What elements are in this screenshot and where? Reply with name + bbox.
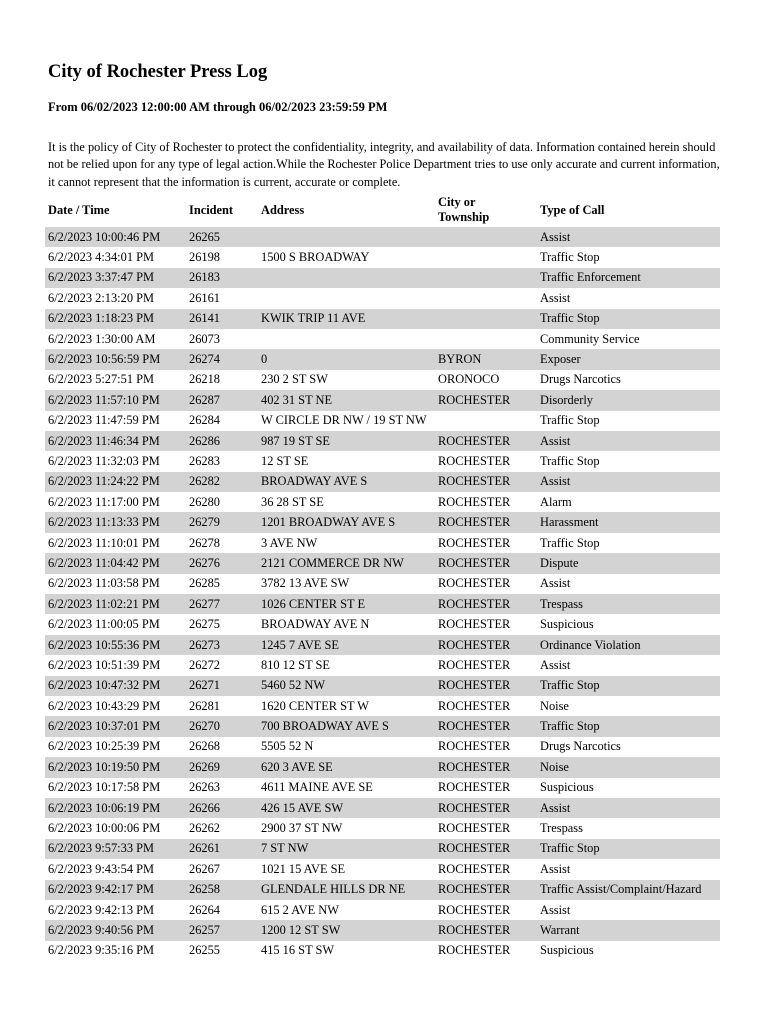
cell-address: 5460 52 NW — [258, 676, 435, 696]
table-row — [45, 920, 720, 940]
cell-address: 810 12 ST SE — [261, 657, 330, 672]
cell-city-township: ROCHESTER — [435, 512, 537, 532]
cell-date-time: 6/2/2023 11:46:34 PM — [45, 431, 186, 451]
cell-date-time: 6/2/2023 11:47:59 PM — [48, 413, 160, 428]
disclaimer-text: It is the policy of City of Rochester to protect the confidentiality, integrity, and availability of data. Information contained herein should not be relied upon for any type of legal action.While the Rochester Police Department tries to use only accurate and current information, it cannot represent that the information is current, accurate or complete. — [48, 140, 720, 189]
cell-city-township: ROCHESTER — [435, 431, 537, 451]
page-title: City of Rochester Press Log — [48, 62, 268, 82]
cell-address: KWIK TRIP 11 AVE — [258, 309, 435, 329]
cell-type-of-call: Traffic Stop — [537, 716, 720, 736]
cell-type-of-call: Assist — [537, 472, 720, 492]
cell-incident: 26264 — [189, 902, 220, 917]
cell-address: 5505 52 N — [261, 739, 314, 754]
table-row — [45, 778, 720, 798]
cell-type-of-call: Assist — [537, 227, 720, 247]
table-row — [45, 533, 720, 553]
cell-city-township: ROCHESTER — [438, 535, 511, 550]
press-log-table — [45, 193, 720, 961]
cell-address — [258, 329, 435, 349]
cell-type-of-call: Exposer — [537, 349, 720, 369]
table-row — [45, 839, 720, 859]
column-header-type-of-call: Type of Call — [540, 202, 605, 217]
cell-date-time: 6/2/2023 10:55:36 PM — [45, 635, 186, 655]
table-row — [45, 635, 720, 655]
cell-date-time: 6/2/2023 9:57:33 PM — [45, 839, 186, 859]
cell-city-township: ROCHESTER — [435, 390, 537, 410]
cell-type-of-call: Suspicious — [540, 943, 594, 958]
cell-city-township: ROCHESTER — [438, 453, 511, 468]
cell-address: 620 3 AVE SE — [258, 757, 435, 777]
table-row — [45, 492, 720, 512]
cell-incident: 26183 — [186, 268, 258, 288]
cell-type-of-call: Traffic Assist/Complaint/Hazard — [537, 880, 720, 900]
cell-city-township: ROCHESTER — [435, 716, 537, 736]
table-row — [45, 880, 720, 900]
cell-address: GLENDALE HILLS DR NE — [258, 880, 435, 900]
cell-address: 7 ST NW — [258, 839, 435, 859]
column-header-date-time: Date / Time — [48, 202, 110, 217]
cell-city-township — [435, 227, 537, 247]
table-row — [45, 390, 720, 410]
cell-type-of-call: Drugs Narcotics — [540, 372, 621, 387]
cell-type-of-call: Assist — [540, 576, 571, 591]
cell-address: 426 15 AVE SW — [258, 798, 435, 818]
table-row — [45, 370, 720, 390]
table-row — [45, 594, 720, 614]
table-row — [45, 676, 720, 696]
table-row — [45, 757, 720, 777]
cell-type-of-call: Assist — [540, 861, 571, 876]
cell-type-of-call: Alarm — [540, 494, 572, 509]
cell-address: 230 2 ST SW — [261, 372, 328, 387]
cell-city-township: ROCHESTER — [435, 757, 537, 777]
cell-type-of-call: Traffic Stop — [540, 413, 600, 428]
cell-address: 0 — [258, 349, 435, 369]
cell-city-township: ROCHESTER — [435, 635, 537, 655]
cell-city-township — [435, 309, 537, 329]
cell-incident: 26275 — [189, 617, 220, 632]
cell-address — [258, 227, 435, 247]
cell-incident: 26277 — [186, 594, 258, 614]
cell-date-time: 6/2/2023 11:57:10 PM — [45, 390, 186, 410]
table-row — [45, 411, 720, 431]
cell-incident: 26269 — [186, 757, 258, 777]
cell-city-township — [435, 247, 537, 267]
cell-address: 1201 BROADWAY AVE S — [258, 512, 435, 532]
table-row — [45, 349, 720, 369]
cell-incident: 26270 — [186, 716, 258, 736]
cell-date-time: 6/2/2023 9:40:56 PM — [45, 920, 186, 940]
table-row — [45, 553, 720, 573]
cell-date-time: 6/2/2023 11:32:03 PM — [48, 453, 160, 468]
table-header-row — [45, 193, 720, 227]
cell-address: 1026 CENTER ST E — [258, 594, 435, 614]
table-body — [45, 227, 720, 961]
cell-city-township: ROCHESTER — [438, 617, 511, 632]
cell-incident: 26073 — [189, 331, 220, 346]
cell-city-township: ROCHESTER — [435, 839, 537, 859]
cell-incident: 26261 — [186, 839, 258, 859]
cell-type-of-call: Suspicious — [540, 780, 594, 795]
cell-incident: 26258 — [186, 880, 258, 900]
cell-date-time: 6/2/2023 10:56:59 PM — [45, 349, 186, 369]
cell-date-time: 6/2/2023 10:43:29 PM — [48, 698, 161, 713]
cell-address: 700 BROADWAY AVE S — [258, 716, 435, 736]
table-row — [45, 818, 720, 838]
cell-incident: 26278 — [189, 535, 220, 550]
table-row — [45, 716, 720, 736]
cell-type-of-call: Ordinance Violation — [537, 635, 720, 655]
cell-city-township: ROCHESTER — [438, 821, 511, 836]
cell-incident: 26271 — [186, 676, 258, 696]
cell-address — [258, 268, 435, 288]
cell-incident: 26281 — [189, 698, 220, 713]
cell-type-of-call: Traffic Stop — [537, 839, 720, 859]
cell-date-time: 6/2/2023 10:19:50 PM — [45, 757, 186, 777]
table-row — [45, 614, 720, 634]
cell-incident: 26287 — [186, 390, 258, 410]
cell-address: 1021 15 AVE SE — [261, 861, 346, 876]
cell-city-township: BYRON — [435, 349, 537, 369]
cell-date-time: 6/2/2023 11:24:22 PM — [45, 472, 186, 492]
cell-date-time: 6/2/2023 10:00:46 PM — [45, 227, 186, 247]
cell-type-of-call: Assist — [540, 657, 571, 672]
cell-incident: 26266 — [186, 798, 258, 818]
cell-city-township: ROCHESTER — [438, 739, 511, 754]
cell-date-time: 6/2/2023 11:17:00 PM — [48, 494, 160, 509]
cell-address: 415 16 ST SW — [261, 943, 335, 958]
cell-incident: 26274 — [186, 349, 258, 369]
cell-type-of-call: Traffic Stop — [540, 535, 600, 550]
cell-incident: 26282 — [186, 472, 258, 492]
table-row — [45, 451, 720, 471]
cell-incident: 26161 — [189, 290, 220, 305]
cell-address: 2900 37 ST NW — [261, 821, 343, 836]
cell-city-township: ORONOCO — [438, 372, 500, 387]
table-row — [45, 900, 720, 920]
cell-type-of-call: Traffic Stop — [540, 250, 600, 265]
table-row — [45, 941, 720, 961]
table-row — [45, 512, 720, 532]
cell-address: BROADWAY AVE N — [261, 617, 370, 632]
cell-address: 4611 MAINE AVE SE — [261, 780, 373, 795]
cell-city-township: ROCHESTER — [438, 698, 511, 713]
cell-date-time: 6/2/2023 1:30:00 AM — [48, 331, 156, 346]
cell-incident: 26218 — [189, 372, 220, 387]
cell-type-of-call: Drugs Narcotics — [540, 739, 621, 754]
cell-incident: 26276 — [186, 553, 258, 573]
cell-address: 3 AVE NW — [261, 535, 318, 550]
cell-type-of-call: Suspicious — [540, 617, 594, 632]
cell-address: 1200 12 ST SW — [258, 920, 435, 940]
cell-type-of-call: Dispute — [537, 553, 720, 573]
cell-address: 36 28 ST SE — [261, 494, 324, 509]
cell-date-time: 6/2/2023 10:37:01 PM — [45, 716, 186, 736]
date-range: From 06/02/2023 12:00:00 AM through 06/02/2023 23:59:59 PM — [48, 100, 388, 114]
table-row — [45, 288, 720, 308]
cell-date-time: 6/2/2023 1:18:23 PM — [45, 309, 186, 329]
cell-incident: 26283 — [189, 453, 220, 468]
cell-city-township: ROCHESTER — [438, 576, 511, 591]
cell-date-time: 6/2/2023 9:42:13 PM — [48, 902, 155, 917]
cell-city-township: ROCHESTER — [435, 472, 537, 492]
cell-city-township — [435, 329, 537, 349]
table-row — [45, 859, 720, 879]
cell-city-township: ROCHESTER — [435, 798, 537, 818]
cell-date-time: 6/2/2023 10:00:06 PM — [48, 821, 161, 836]
cell-city-township: ROCHESTER — [435, 553, 537, 573]
cell-address: W CIRCLE DR NW / 19 ST NW — [261, 413, 427, 428]
cell-incident: 26268 — [189, 739, 220, 754]
cell-date-time: 6/2/2023 11:03:58 PM — [48, 576, 160, 591]
column-header-incident: Incident — [189, 202, 234, 217]
cell-type-of-call: Warrant — [537, 920, 720, 940]
cell-incident: 26257 — [186, 920, 258, 940]
table-row — [45, 431, 720, 451]
cell-date-time: 6/2/2023 11:10:01 PM — [48, 535, 160, 550]
cell-city-township: ROCHESTER — [435, 594, 537, 614]
cell-address: 615 2 AVE NW — [261, 902, 339, 917]
cell-type-of-call: Trespass — [540, 821, 583, 836]
cell-city-township: ROCHESTER — [438, 494, 511, 509]
cell-city-township — [435, 411, 537, 431]
cell-type-of-call: Assist — [540, 290, 571, 305]
table-row — [45, 472, 720, 492]
cell-type-of-call: Noise — [540, 698, 569, 713]
cell-city-township: ROCHESTER — [435, 880, 537, 900]
cell-incident: 26273 — [186, 635, 258, 655]
cell-city-township: ROCHESTER — [438, 861, 511, 876]
table-row — [45, 329, 720, 349]
table-row — [45, 737, 720, 757]
column-header-city-township: City or Township — [438, 195, 490, 224]
cell-date-time: 6/2/2023 11:00:05 PM — [48, 617, 160, 632]
cell-date-time: 6/2/2023 9:42:17 PM — [45, 880, 186, 900]
cell-date-time: 6/2/2023 11:02:21 PM — [45, 594, 186, 614]
cell-date-time: 6/2/2023 11:04:42 PM — [45, 553, 186, 573]
cell-city-township: ROCHESTER — [438, 943, 511, 958]
cell-incident: 26286 — [186, 431, 258, 451]
cell-type-of-call: Traffic Stop — [537, 309, 720, 329]
cell-date-time: 6/2/2023 5:27:51 PM — [48, 372, 155, 387]
cell-incident: 26272 — [189, 657, 220, 672]
cell-type-of-call: Disorderly — [537, 390, 720, 410]
cell-address: 402 31 ST NE — [258, 390, 435, 410]
cell-incident: 26265 — [186, 227, 258, 247]
cell-incident: 26285 — [189, 576, 220, 591]
cell-date-time: 6/2/2023 9:35:16 PM — [48, 943, 155, 958]
cell-city-township — [435, 268, 537, 288]
cell-address: 987 19 ST SE — [258, 431, 435, 451]
cell-date-time: 6/2/2023 2:13:20 PM — [48, 290, 155, 305]
cell-type-of-call: Community Service — [540, 331, 640, 346]
cell-incident: 26198 — [189, 250, 220, 265]
cell-date-time: 6/2/2023 4:34:01 PM — [48, 250, 155, 265]
cell-date-time: 6/2/2023 3:37:47 PM — [45, 268, 186, 288]
cell-type-of-call: Noise — [537, 757, 720, 777]
cell-date-time: 6/2/2023 11:13:33 PM — [45, 512, 186, 532]
cell-incident: 26280 — [189, 494, 220, 509]
cell-address: 3782 13 AVE SW — [261, 576, 350, 591]
cell-date-time: 6/2/2023 9:43:54 PM — [48, 861, 155, 876]
cell-type-of-call: Assist — [540, 902, 571, 917]
table-row — [45, 227, 720, 247]
cell-address: 1500 S BROADWAY — [261, 250, 370, 265]
cell-city-township: ROCHESTER — [438, 657, 511, 672]
table-row — [45, 309, 720, 329]
cell-city-township: ROCHESTER — [438, 780, 511, 795]
cell-city-township: ROCHESTER — [438, 902, 511, 917]
cell-date-time: 6/2/2023 10:47:32 PM — [45, 676, 186, 696]
cell-date-time: 6/2/2023 10:51:39 PM — [48, 657, 161, 672]
cell-incident: 26255 — [189, 943, 220, 958]
cell-address: 1245 7 AVE SE — [258, 635, 435, 655]
table-row — [45, 655, 720, 675]
cell-address: 1620 CENTER ST W — [261, 698, 369, 713]
cell-incident: 26267 — [189, 861, 220, 876]
cell-type-of-call: Traffic Enforcement — [537, 268, 720, 288]
cell-incident: 26279 — [186, 512, 258, 532]
cell-type-of-call: Traffic Stop — [540, 453, 600, 468]
table-row — [45, 574, 720, 594]
cell-incident: 26284 — [189, 413, 220, 428]
cell-city-township — [435, 288, 537, 308]
cell-date-time: 6/2/2023 10:06:19 PM — [45, 798, 186, 818]
cell-type-of-call: Trespass — [537, 594, 720, 614]
cell-incident: 26263 — [189, 780, 220, 795]
column-header-address: Address — [261, 202, 305, 217]
cell-address: 2121 COMMERCE DR NW — [258, 553, 435, 573]
cell-incident: 26141 — [186, 309, 258, 329]
cell-address: BROADWAY AVE S — [258, 472, 435, 492]
cell-address — [258, 288, 435, 308]
cell-city-township: ROCHESTER — [435, 920, 537, 940]
cell-city-township: ROCHESTER — [435, 676, 537, 696]
cell-type-of-call: Assist — [537, 798, 720, 818]
cell-date-time: 6/2/2023 10:17:58 PM — [48, 780, 161, 795]
table-row — [45, 247, 720, 267]
table-row — [45, 798, 720, 818]
cell-type-of-call: Traffic Stop — [537, 676, 720, 696]
cell-incident: 26262 — [189, 821, 220, 836]
table-row — [45, 268, 720, 288]
cell-type-of-call: Assist — [537, 431, 720, 451]
table-row — [45, 696, 720, 716]
cell-date-time: 6/2/2023 10:25:39 PM — [48, 739, 161, 754]
cell-type-of-call: Harassment — [537, 512, 720, 532]
cell-address: 12 ST SE — [261, 453, 309, 468]
